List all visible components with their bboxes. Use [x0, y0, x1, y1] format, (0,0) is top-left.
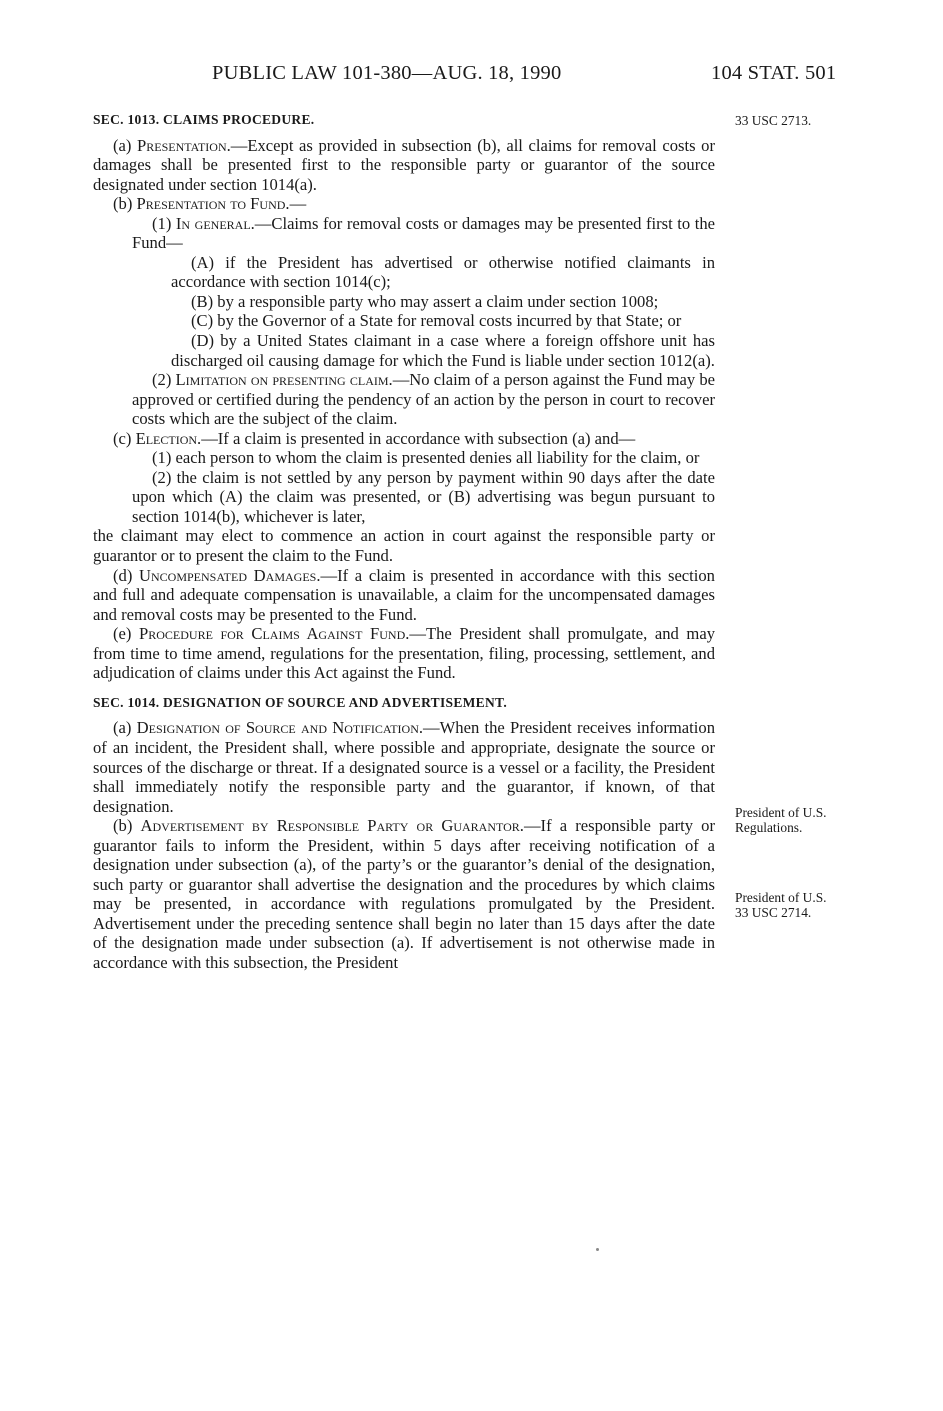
paragraph-1013-a: (a) Presentation.—Except as provided in subsection (b), all claims for removal costs or damages shall be presented first to the responsible party or guarantor of the source designated under section 1014(a). [93, 135, 715, 194]
paragraph-1013-c: (c) Election.—If a claim is presented in accordance with subsection (a) and— [113, 428, 636, 448]
paragraph-1013-b1D: (D) by a United States claimant in a case where a foreign offshore unit has discharged oil causing damage for which the Fund is liable under section 1012(a). [171, 331, 715, 370]
paragraph-1014-a: (a) Designation of Source and Notification.—When the President receives information of an incident, the President shall, where possible and appropriate, designate the source or sources of the discharge or threat. If a designated source is a vessel or a facility, the President shall immediately notify the responsible party and the guarantor, if known, of that designation. [93, 718, 715, 816]
margin-note-text: 33 USC 2714. [735, 905, 812, 921]
subsection-heading: Procedure for Claims Against Fund. [139, 624, 410, 644]
margin-note-regulations [735, 805, 885, 836]
margin-note-text: President of U.S. [735, 890, 827, 905]
subsection-heading: Uncompensated Damages. [139, 565, 321, 585]
margin-note-citation [735, 113, 885, 128]
subsection-heading: Presentation. [137, 135, 231, 155]
margin-note-text: Regulations. [735, 820, 803, 836]
subsection-heading: Presentation to Fund. [136, 194, 290, 214]
paragraph-1013-b1B: (B) by a responsible party who may assert a claim under section 1008; [191, 291, 659, 311]
paragraph-1013-b1A: (A) if the President has advertised or otherwise notified claimants in accordance with section 1014(c); [171, 252, 715, 292]
paragraph-1013-c2: (2) the claim is not settled by any person by payment within 90 days after the date upon which (A) the claim was presented, or (B) advertising was begun pursuant to section 1014(b), whichever is later, [132, 467, 715, 526]
section-heading-1013: SEC. 1013. CLAIMS PROCEDURE. [93, 112, 315, 127]
paragraph-1013-e: (e) Procedure for Claims Against Fund.—The President shall promulgate, and may from time to time amend, regulations for the presentation, filing, processing, settlement, and adjudication of claims under this Act against the Fund. [93, 624, 715, 683]
paragraph-1013-b2: (2) Limitation on presenting claim.—No claim of a person against the Fund may be approved or certified during the pendency of an action by the person in court to recover costs which are the subject of the claim. [132, 370, 716, 429]
running-header-title: PUBLIC LAW 101-380—AUG. 18, 1990 [212, 62, 562, 84]
margin-note-designation [735, 890, 885, 921]
subsection-heading: Advertisement by Responsible Party or Guarantor. [140, 816, 524, 836]
subsection-heading: Designation of Source and Notification. [136, 718, 424, 738]
section-heading-1014: SEC. 1014. DESIGNATION OF SOURCE AND ADVERTISEMENT. [93, 694, 508, 710]
page-number: 104 STAT. 501 [711, 62, 837, 84]
paragraph-1013-d: (d) Uncompensated Damages.—If a claim is presented in accordance with this section and full and adequate compensation is unavailable, a claim for the uncompensated damages and removal costs may be presented to the Fund. [93, 565, 715, 624]
subsection-heading: Limitation on presenting claim. [175, 370, 393, 390]
subsection-heading: Election. [135, 428, 202, 448]
paragraph-1013-b1C: (C) by the Governor of a State for removal costs incurred by that State; or [191, 311, 682, 331]
margin-note-text: President of U.S. [735, 805, 827, 820]
paragraph-1013-b1: (1) In general.—Claims for removal costs or damages may be presented first to the Fund— [132, 213, 715, 253]
paragraph-1013-c1: (1) each person to whom the claim is presented denies all liability for the claim, or [152, 448, 700, 468]
paragraph-1014-b: (b) Advertisement by Responsible Party or Guarantor.—If a responsible party or guarantor fails to inform the President, within 5 days after receiving notification of a designation under subsection (a), of the party’s or the guarantor’s denial of the designation, such party or guarantor shall advertise the designation and the procedures by which claims may be presented, in accordance with regulations promulgated by the President. Advertisement under the preceding sentence shall begin no later than 15 days after the date of the designation made under subsection (a). If advertisement is not otherwise made in accordance with this subsection, the President [93, 816, 716, 972]
paragraph-1013-b: (b) Presentation to Fund.— [113, 194, 307, 214]
subsection-heading: In general. [175, 213, 255, 233]
paragraph-1013-c-tail: the claimant may elect to commence an action in court against the responsible party or guarantor or to present the claim to the Fund. [93, 526, 715, 566]
scan-speck [596, 1248, 599, 1251]
margin-note-text: 33 USC 2713. [735, 113, 812, 128]
statute-body [93, 110, 715, 973]
